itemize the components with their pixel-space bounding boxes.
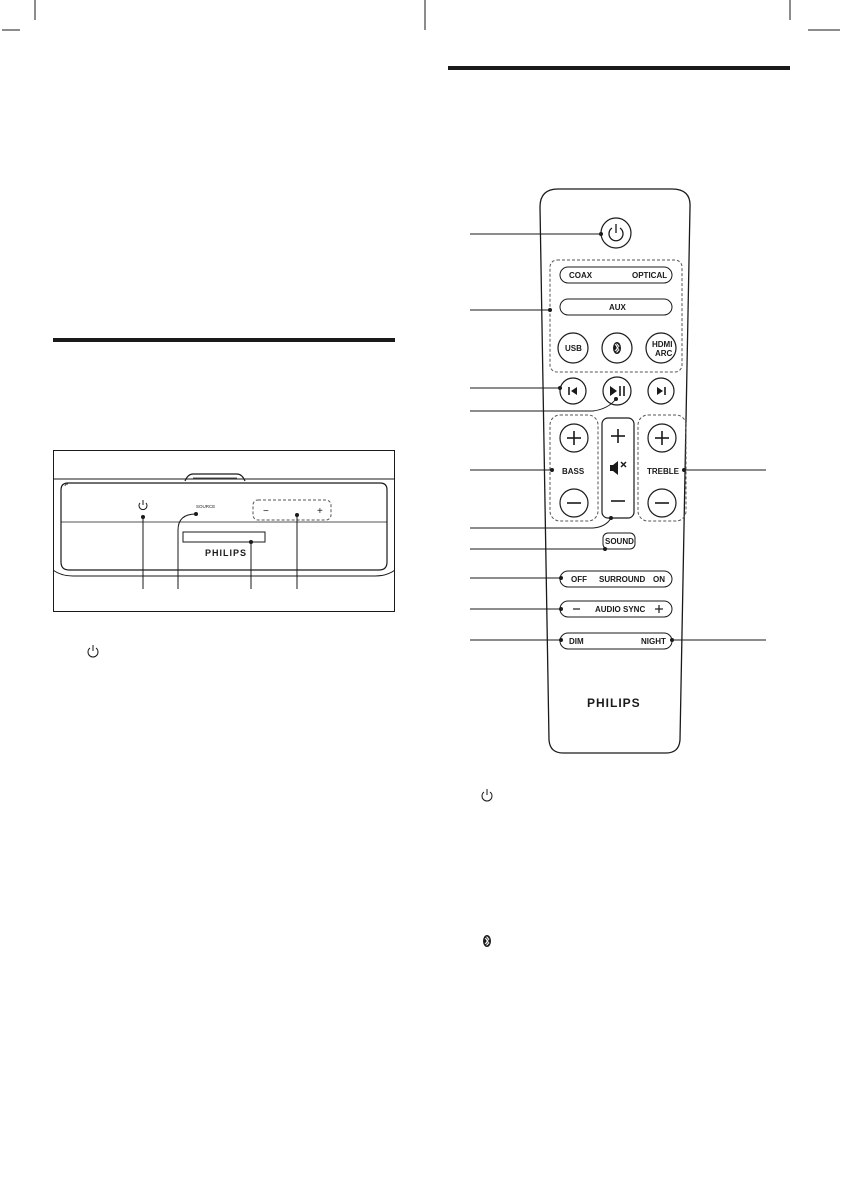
remote-optical-label: OPTICAL	[632, 271, 668, 280]
remote-hdmi-arc-button[interactable]	[646, 333, 676, 363]
remote-coax-label: COAX	[569, 271, 593, 280]
remote-brand: PHILIPS	[587, 696, 641, 710]
remote-off-label: OFF	[571, 575, 587, 584]
remote-treble-label: TREBLE	[647, 467, 679, 476]
main-unit-display	[183, 532, 265, 542]
remote-bass-label: BASS	[562, 467, 585, 476]
main-unit-source-label[interactable]: SOURCE	[196, 504, 216, 509]
main-unit-diagram	[53, 450, 395, 612]
remote-coax-optical-button[interactable]	[560, 267, 672, 283]
remote-play-pause-button[interactable]	[603, 377, 631, 405]
remote-audio-sync-label: AUDIO SYNC	[595, 605, 646, 614]
remote-surround-button[interactable]	[560, 571, 672, 587]
remote-arc-label: ARC	[655, 349, 673, 358]
section-rule-right	[448, 66, 790, 70]
remote-treble-plus-button[interactable]	[648, 424, 676, 452]
remote-audio-sync-button[interactable]	[560, 601, 672, 617]
main-unit-volume-plus[interactable]: +	[317, 506, 323, 517]
remote-usb-button[interactable]	[558, 333, 588, 363]
remote-usb-label: USB	[565, 344, 582, 353]
remote-sound-label: SOUND	[605, 537, 634, 546]
remote-power-button[interactable]	[601, 218, 631, 248]
remote-previous-button[interactable]	[560, 378, 586, 404]
remote-surround-label: SURROUND	[599, 575, 646, 584]
remote-diagram	[448, 185, 790, 760]
remote-bluetooth-button[interactable]	[602, 333, 632, 363]
legend-remote-power-icon	[480, 788, 494, 802]
remote-dim-label: DIM	[569, 637, 584, 646]
section-rule-left	[53, 338, 395, 342]
remote-sound-button[interactable]	[603, 533, 635, 549]
remote-dim-night-button[interactable]	[560, 633, 672, 649]
remote-aux-button[interactable]	[560, 299, 672, 315]
legend-power-icon	[86, 644, 100, 658]
remote-night-label: NIGHT	[641, 637, 666, 646]
remote-aux-label: AUX	[609, 303, 626, 312]
legend-bluetooth-icon	[482, 934, 492, 948]
remote-next-button[interactable]	[648, 378, 674, 404]
main-unit-volume-minus[interactable]: −	[263, 506, 269, 517]
remote-hdmi-label: HDMI	[652, 340, 673, 349]
remote-bass-plus-button[interactable]	[560, 424, 588, 452]
main-unit-brand: PHILIPS	[205, 548, 248, 558]
remote-treble-minus-button[interactable]	[648, 489, 676, 517]
remote-mute-icon[interactable]	[610, 461, 626, 475]
remote-on-label: ON	[653, 575, 665, 584]
remote-bass-minus-button[interactable]	[560, 489, 588, 517]
main-unit-power-icon[interactable]	[139, 500, 147, 510]
crop-marks	[0, 0, 842, 40]
